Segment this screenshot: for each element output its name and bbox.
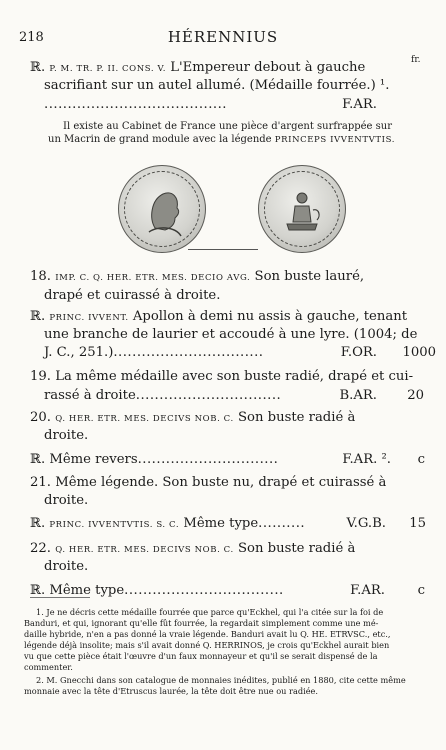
rating: F.OR. — [340, 345, 377, 360]
reverse-line-2: sacrifiant sur un autel allumé. (Médaille fourrée.) ¹. — [44, 78, 390, 93]
entry-legend: IMP. C. Q. HER. ETR. MES. DECIO AVG. — [55, 273, 251, 283]
rating: F.AR. ². — [342, 452, 391, 467]
entry-22-line-1 — [30, 541, 355, 556]
entry-text: Même revers — [49, 452, 138, 467]
entry-text: J. C., 251.) — [44, 345, 114, 360]
entry-21-line-1 — [30, 475, 386, 490]
note-text: un Macrin de grand module avec la légende — [48, 134, 272, 145]
footnote-line: daille hybride, n'en a pas donné la vraie légende. Banduri avait lu Q. HE. ETRVSC., etc., — [24, 629, 391, 639]
entry-legend: PRINC. IVVENT. — [49, 313, 129, 323]
entry-text: La même médaille avec son buste radié, drapé et cui- — [55, 369, 414, 384]
margin-note: fr. — [411, 55, 421, 65]
footnote-line: vu que cette pièce était l'œuvre d'un faux monnayeur et qu'il se serait dispensé de la — [24, 651, 378, 661]
leader-dots: .............................. — [137, 452, 279, 467]
rating: V.G.B. — [346, 516, 386, 531]
entry-text: Même type — [49, 583, 125, 598]
entry-text: Même légende. Son buste nu, drapé et cuirassé à — [55, 475, 387, 490]
entry-number: 20. — [30, 410, 51, 425]
footnote-line: monnaie avec la tête d'Etruscus laurée, la tête doit être nue ou radiée. — [24, 686, 318, 696]
entry-legend: PRINC. IVVENTVTIS. S. C. — [49, 520, 180, 530]
entry-20-line-1 — [30, 410, 355, 425]
rating: B.AR. — [339, 388, 377, 403]
leader-dots: ................................ — [113, 345, 264, 360]
entry-18-rev-line-1 — [30, 309, 407, 324]
entry-text: Même type — [183, 516, 259, 531]
footnote-line: Banduri, et qui, ignorant qu'elle fût fourrée, la regardait simplement comme une mé- — [24, 618, 379, 628]
entry-21-line-2: droite. — [44, 493, 89, 508]
entry-18-line-1 — [30, 269, 364, 284]
running-title: HÉRENNIUS — [167, 28, 279, 46]
reverse-line-3 — [44, 97, 377, 112]
entry-number: 22. — [30, 541, 51, 556]
entry-20-rev — [30, 452, 425, 467]
footnote-rule — [30, 597, 90, 598]
price-value: c — [417, 583, 425, 598]
entry-number: 21. — [30, 475, 51, 490]
page-number: 218 — [19, 30, 44, 45]
reverse-sigil: ℝ. — [30, 60, 46, 75]
footnote-line: 1. Je ne décris cette médaille fourrée que parce qu'Eckhel, qui l'a citée sur la foi de — [36, 607, 384, 617]
note-line-1: Il existe au Cabinet de France une pièce d'argent surfrappée sur — [63, 121, 393, 132]
entry-legend: Q. HER. ETR. MES. DECIVS NOB. C. — [55, 414, 234, 424]
price-value: 20 — [407, 388, 424, 403]
price-value: 15 — [409, 516, 426, 531]
section-divider — [188, 249, 258, 250]
leader-dots: ....................................... — [44, 97, 227, 112]
price-value: c — [417, 452, 425, 467]
entry-20-line-2: droite. — [44, 428, 89, 443]
obverse-coin-image — [118, 165, 206, 253]
entry-number: 18. — [30, 269, 51, 284]
entry-22-line-2: droite. — [44, 559, 89, 574]
reverse-sigil: ℝ. — [30, 583, 46, 598]
entry-18-rev-line-2: une branche de laurier et accoudé à une lyre. (1004; de — [44, 327, 418, 342]
entry-text: Son buste radié à — [237, 541, 356, 556]
footnote-line: commenter. — [24, 662, 73, 672]
reverse-sigil: ℝ. — [30, 516, 46, 531]
rating: F.AR. — [350, 583, 385, 598]
reverse-legend: P. M. TR. P. II. CONS. V. — [49, 64, 167, 74]
entry-21-rev — [30, 516, 426, 531]
entry-text: rassé à droite — [44, 388, 136, 403]
note-legend: PRINCEPS IVVENTVTIS. — [274, 135, 395, 145]
footnote-line: légende déjà insolite; mais s'il avait donné Q. HERRINOS, je crois qu'Eckhel aurait bien — [24, 640, 390, 650]
reverse-sigil: ℝ. — [30, 309, 46, 324]
entry-19-line-1 — [30, 369, 413, 384]
entry-legend: Q. HER. ETR. MES. DECIVS NOB. C. — [55, 545, 234, 555]
entry-number: 19. — [30, 369, 51, 384]
entry-22-rev — [30, 583, 425, 598]
entry-text: Apollon à demi nu assis à gauche, tenant — [132, 309, 407, 324]
reverse-line-1 — [30, 60, 365, 75]
leader-dots: .................................. — [124, 583, 284, 598]
note-line-2 — [48, 134, 395, 145]
leader-dots: .......... — [258, 516, 306, 531]
price-value: 1000 — [402, 345, 436, 360]
leader-dots: ............................... — [135, 388, 282, 403]
entry-text: Son buste lauré, — [254, 269, 365, 284]
footnote-line: 2. M. Gnecchi dans son catalogue de monnaies inédites, publié en 1880, cite cette même — [36, 675, 406, 685]
entry-18-line-2: drapé et cuirassé à droite. — [44, 288, 221, 303]
entry-18-rev-line-3 — [44, 345, 436, 360]
reverse-text: L'Empereur debout à gauche — [170, 60, 366, 75]
reverse-coin-image — [258, 165, 346, 253]
rating: F.AR. — [342, 97, 377, 112]
reverse-sigil: ℝ. — [30, 452, 46, 467]
entry-19-line-2 — [44, 388, 424, 403]
entry-text: Son buste radié à — [237, 410, 356, 425]
